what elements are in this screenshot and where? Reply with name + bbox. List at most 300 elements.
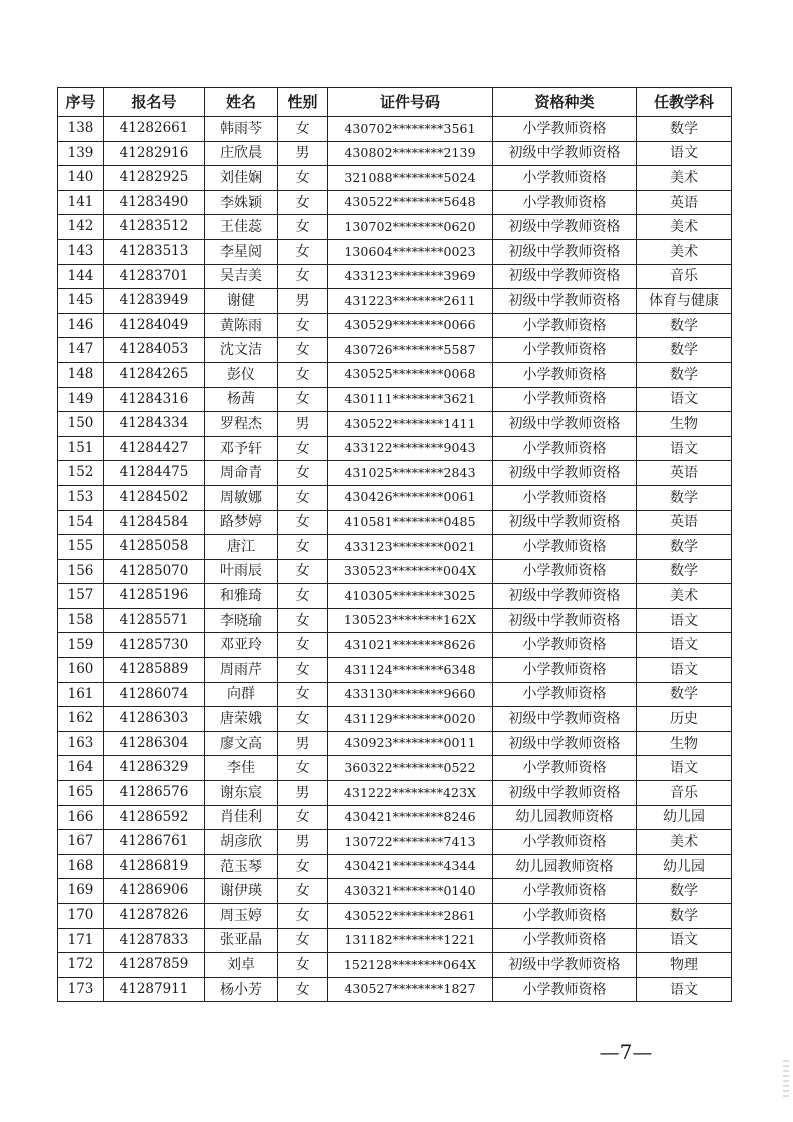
cell-qualification: 小学教师资格	[493, 436, 637, 461]
cell-subject: 体育与健康	[637, 289, 732, 314]
cell-id-number: 430421********4344	[328, 854, 493, 879]
cell-seq: 165	[58, 781, 104, 806]
table-row	[58, 707, 732, 732]
cell-seq: 159	[58, 633, 104, 658]
cell-gender: 女	[278, 608, 328, 633]
cell-reg-no: 41283512	[104, 215, 205, 240]
cell-qualification: 幼儿园教师资格	[493, 805, 637, 830]
cell-subject: 数学	[637, 879, 732, 904]
cell-gender: 女	[278, 879, 328, 904]
table-row	[58, 928, 732, 953]
cell-name: 叶雨辰	[205, 559, 278, 584]
cell-seq: 154	[58, 510, 104, 535]
cell-name: 周玉婷	[205, 904, 278, 929]
page-number: —7—	[599, 1040, 653, 1064]
cell-subject: 音乐	[637, 264, 732, 289]
table-row	[58, 781, 732, 806]
cell-reg-no: 41286592	[104, 805, 205, 830]
cell-reg-no: 41286906	[104, 879, 205, 904]
table-row	[58, 239, 732, 264]
cell-subject: 数学	[637, 904, 732, 929]
cell-gender: 女	[278, 928, 328, 953]
cell-id-number: 360322********0522	[328, 756, 493, 781]
cell-id-number: 430111********3621	[328, 387, 493, 412]
cell-id-number: 430522********2861	[328, 904, 493, 929]
cell-reg-no: 41287826	[104, 904, 205, 929]
cell-gender: 女	[278, 658, 328, 683]
cell-name: 周雨芹	[205, 658, 278, 683]
cell-name: 李星阅	[205, 239, 278, 264]
cell-name: 杨小芳	[205, 977, 278, 1002]
cell-gender: 男	[278, 830, 328, 855]
cell-id-number: 431025********2843	[328, 461, 493, 486]
cell-qualification: 小学教师资格	[493, 338, 637, 363]
cell-seq: 147	[58, 338, 104, 363]
cell-seq: 139	[58, 141, 104, 166]
cell-seq: 146	[58, 313, 104, 338]
table-row	[58, 289, 732, 314]
cell-subject: 语文	[637, 756, 732, 781]
cell-gender: 女	[278, 362, 328, 387]
cell-qualification: 小学教师资格	[493, 658, 637, 683]
cell-name: 罗程杰	[205, 412, 278, 437]
cell-name: 庄欣晨	[205, 141, 278, 166]
cell-seq: 142	[58, 215, 104, 240]
cell-id-number: 430802********2139	[328, 141, 493, 166]
cell-reg-no: 41283701	[104, 264, 205, 289]
cell-seq: 168	[58, 854, 104, 879]
cell-name: 谢东宸	[205, 781, 278, 806]
cell-seq: 144	[58, 264, 104, 289]
cell-name: 杨茜	[205, 387, 278, 412]
cell-qualification: 初级中学教师资格	[493, 510, 637, 535]
cell-seq: 166	[58, 805, 104, 830]
table-row	[58, 264, 732, 289]
table-row	[58, 977, 732, 1002]
cell-id-number: 430525********0068	[328, 362, 493, 387]
cell-qualification: 小学教师资格	[493, 928, 637, 953]
cell-name: 肖佳利	[205, 805, 278, 830]
cell-gender: 男	[278, 731, 328, 756]
cell-gender: 女	[278, 756, 328, 781]
cell-seq: 163	[58, 731, 104, 756]
table-row	[58, 608, 732, 633]
cell-qualification: 初级中学教师资格	[493, 264, 637, 289]
cell-qualification: 小学教师资格	[493, 362, 637, 387]
cell-subject: 美术	[637, 584, 732, 609]
cell-gender: 女	[278, 190, 328, 215]
cell-name: 唐荣娥	[205, 707, 278, 732]
cell-subject: 语文	[637, 977, 732, 1002]
scan-edge-mark	[783, 1060, 789, 1100]
cell-id-number: 410305********3025	[328, 584, 493, 609]
table-row	[58, 190, 732, 215]
cell-seq: 160	[58, 658, 104, 683]
cell-reg-no: 41285196	[104, 584, 205, 609]
cell-name: 谢伊瑛	[205, 879, 278, 904]
cell-subject: 语文	[637, 436, 732, 461]
roster-sheet	[57, 87, 732, 1002]
cell-reg-no: 41284584	[104, 510, 205, 535]
cell-id-number: 433123********0021	[328, 535, 493, 560]
header-name: 姓名	[205, 88, 278, 117]
table-row	[58, 510, 732, 535]
cell-reg-no: 41284049	[104, 313, 205, 338]
cell-reg-no: 41286304	[104, 731, 205, 756]
cell-gender: 女	[278, 338, 328, 363]
table-row	[58, 658, 732, 683]
cell-reg-no: 41285070	[104, 559, 205, 584]
cell-subject: 美术	[637, 830, 732, 855]
cell-id-number: 433122********9043	[328, 436, 493, 461]
cell-subject: 数学	[637, 559, 732, 584]
cell-id-number: 130722********7413	[328, 830, 493, 855]
cell-name: 邓予轩	[205, 436, 278, 461]
cell-gender: 女	[278, 461, 328, 486]
cell-gender: 女	[278, 805, 328, 830]
cell-id-number: 430522********1411	[328, 412, 493, 437]
header-subject: 任教学科	[637, 88, 732, 117]
cell-seq: 150	[58, 412, 104, 437]
cell-qualification: 初级中学教师资格	[493, 608, 637, 633]
cell-qualification: 小学教师资格	[493, 633, 637, 658]
cell-id-number: 152128********064X	[328, 953, 493, 978]
cell-seq: 155	[58, 535, 104, 560]
cell-id-number: 430726********5587	[328, 338, 493, 363]
cell-id-number: 430923********0011	[328, 731, 493, 756]
cell-id-number: 130523********162X	[328, 608, 493, 633]
cell-qualification: 小学教师资格	[493, 756, 637, 781]
cell-subject: 语文	[637, 658, 732, 683]
cell-subject: 数学	[637, 117, 732, 142]
cell-subject: 英语	[637, 190, 732, 215]
cell-name: 韩雨芩	[205, 117, 278, 142]
cell-gender: 女	[278, 387, 328, 412]
cell-id-number: 131182********1221	[328, 928, 493, 953]
table-row	[58, 436, 732, 461]
table-row	[58, 215, 732, 240]
cell-gender: 女	[278, 559, 328, 584]
table-row	[58, 117, 732, 142]
cell-qualification: 小学教师资格	[493, 830, 637, 855]
table-row	[58, 559, 732, 584]
cell-name: 胡彦欣	[205, 830, 278, 855]
cell-name: 刘卓	[205, 953, 278, 978]
cell-reg-no: 41285571	[104, 608, 205, 633]
cell-reg-no: 41282661	[104, 117, 205, 142]
cell-qualification: 幼儿园教师资格	[493, 854, 637, 879]
cell-gender: 女	[278, 485, 328, 510]
cell-seq: 149	[58, 387, 104, 412]
cell-seq: 156	[58, 559, 104, 584]
cell-seq: 157	[58, 584, 104, 609]
table-row	[58, 166, 732, 191]
cell-gender: 女	[278, 682, 328, 707]
table-row	[58, 953, 732, 978]
cell-gender: 女	[278, 707, 328, 732]
cell-subject: 语文	[637, 387, 732, 412]
cell-reg-no: 41283490	[104, 190, 205, 215]
cell-qualification: 初级中学教师资格	[493, 731, 637, 756]
table-row	[58, 879, 732, 904]
cell-id-number: 410581********0485	[328, 510, 493, 535]
table-row	[58, 485, 732, 510]
cell-seq: 161	[58, 682, 104, 707]
cell-subject: 数学	[637, 362, 732, 387]
cell-reg-no: 41285730	[104, 633, 205, 658]
cell-name: 沈文洁	[205, 338, 278, 363]
cell-subject: 物理	[637, 953, 732, 978]
cell-reg-no: 41286074	[104, 682, 205, 707]
cell-gender: 女	[278, 215, 328, 240]
cell-name: 吴吉美	[205, 264, 278, 289]
cell-reg-no: 41285889	[104, 658, 205, 683]
cell-seq: 170	[58, 904, 104, 929]
cell-gender: 女	[278, 633, 328, 658]
cell-seq: 143	[58, 239, 104, 264]
cell-reg-no: 41282916	[104, 141, 205, 166]
cell-name: 周敏娜	[205, 485, 278, 510]
cell-reg-no: 41287911	[104, 977, 205, 1002]
cell-subject: 数学	[637, 535, 732, 560]
cell-reg-no: 41284053	[104, 338, 205, 363]
header-reg-no: 报名号	[104, 88, 205, 117]
cell-subject: 音乐	[637, 781, 732, 806]
cell-reg-no: 41284427	[104, 436, 205, 461]
cell-name: 李佳	[205, 756, 278, 781]
table-row	[58, 830, 732, 855]
cell-qualification: 初级中学教师资格	[493, 461, 637, 486]
cell-seq: 138	[58, 117, 104, 142]
cell-gender: 女	[278, 117, 328, 142]
header-qualification: 资格种类	[493, 88, 637, 117]
cell-gender: 男	[278, 781, 328, 806]
cell-qualification: 初级中学教师资格	[493, 215, 637, 240]
cell-subject: 美术	[637, 215, 732, 240]
cell-name: 和雅琦	[205, 584, 278, 609]
cell-reg-no: 41284265	[104, 362, 205, 387]
table-row	[58, 338, 732, 363]
cell-reg-no: 41284502	[104, 485, 205, 510]
cell-gender: 女	[278, 535, 328, 560]
cell-subject: 生物	[637, 731, 732, 756]
cell-qualification: 初级中学教师资格	[493, 141, 637, 166]
cell-reg-no: 41286576	[104, 781, 205, 806]
cell-gender: 女	[278, 264, 328, 289]
cell-gender: 男	[278, 289, 328, 314]
cell-id-number: 431021********8626	[328, 633, 493, 658]
cell-subject: 语文	[637, 633, 732, 658]
cell-id-number: 431129********0020	[328, 707, 493, 732]
cell-name: 李姝颖	[205, 190, 278, 215]
cell-qualification: 小学教师资格	[493, 485, 637, 510]
table-row	[58, 633, 732, 658]
cell-seq: 167	[58, 830, 104, 855]
table-header-row	[58, 88, 732, 117]
cell-subject: 数学	[637, 313, 732, 338]
cell-subject: 生物	[637, 412, 732, 437]
cell-qualification: 初级中学教师资格	[493, 584, 637, 609]
cell-gender: 女	[278, 313, 328, 338]
cell-reg-no: 41286303	[104, 707, 205, 732]
table-row	[58, 412, 732, 437]
cell-subject: 美术	[637, 166, 732, 191]
cell-qualification: 初级中学教师资格	[493, 953, 637, 978]
cell-qualification: 小学教师资格	[493, 190, 637, 215]
cell-reg-no: 41285058	[104, 535, 205, 560]
cell-id-number: 431222********423X	[328, 781, 493, 806]
table-row	[58, 387, 732, 412]
cell-gender: 女	[278, 854, 328, 879]
table-row	[58, 584, 732, 609]
cell-subject: 语文	[637, 928, 732, 953]
cell-id-number: 430702********3561	[328, 117, 493, 142]
cell-subject: 幼儿园	[637, 805, 732, 830]
cell-reg-no: 41282925	[104, 166, 205, 191]
cell-gender: 女	[278, 904, 328, 929]
cell-qualification: 初级中学教师资格	[493, 239, 637, 264]
cell-seq: 173	[58, 977, 104, 1002]
cell-gender: 女	[278, 953, 328, 978]
cell-seq: 151	[58, 436, 104, 461]
cell-qualification: 小学教师资格	[493, 535, 637, 560]
cell-id-number: 433130********9660	[328, 682, 493, 707]
table-row	[58, 904, 732, 929]
cell-subject: 英语	[637, 461, 732, 486]
cell-reg-no: 41284334	[104, 412, 205, 437]
cell-name: 邓亚玲	[205, 633, 278, 658]
cell-seq: 148	[58, 362, 104, 387]
cell-subject: 数学	[637, 338, 732, 363]
cell-id-number: 430426********0061	[328, 485, 493, 510]
cell-qualification: 小学教师资格	[493, 117, 637, 142]
cell-seq: 169	[58, 879, 104, 904]
cell-reg-no: 41287833	[104, 928, 205, 953]
table-row	[58, 313, 732, 338]
cell-subject: 语文	[637, 141, 732, 166]
cell-gender: 女	[278, 584, 328, 609]
cell-name: 刘佳娴	[205, 166, 278, 191]
table-body	[58, 117, 732, 1002]
cell-name: 谢健	[205, 289, 278, 314]
table-row	[58, 756, 732, 781]
cell-reg-no: 41284475	[104, 461, 205, 486]
cell-name: 廖文高	[205, 731, 278, 756]
cell-qualification: 小学教师资格	[493, 977, 637, 1002]
cell-reg-no: 41286819	[104, 854, 205, 879]
cell-gender: 女	[278, 239, 328, 264]
cell-qualification: 小学教师资格	[493, 313, 637, 338]
table-row	[58, 805, 732, 830]
cell-id-number: 431124********6348	[328, 658, 493, 683]
cell-qualification: 小学教师资格	[493, 559, 637, 584]
cell-subject: 语文	[637, 608, 732, 633]
cell-qualification: 小学教师资格	[493, 904, 637, 929]
cell-qualification: 初级中学教师资格	[493, 289, 637, 314]
cell-reg-no: 41286329	[104, 756, 205, 781]
cell-reg-no: 41286761	[104, 830, 205, 855]
cell-id-number: 130702********0620	[328, 215, 493, 240]
cell-name: 张亚晶	[205, 928, 278, 953]
cell-id-number: 321088********5024	[328, 166, 493, 191]
cell-subject: 数学	[637, 485, 732, 510]
table-row	[58, 461, 732, 486]
cell-name: 黄陈雨	[205, 313, 278, 338]
cell-gender: 女	[278, 510, 328, 535]
cell-seq: 172	[58, 953, 104, 978]
table-row	[58, 362, 732, 387]
cell-reg-no: 41284316	[104, 387, 205, 412]
cell-seq: 153	[58, 485, 104, 510]
cell-seq: 141	[58, 190, 104, 215]
cell-name: 周命青	[205, 461, 278, 486]
cell-id-number: 130604********0023	[328, 239, 493, 264]
cell-seq: 164	[58, 756, 104, 781]
cell-id-number: 430421********8246	[328, 805, 493, 830]
cell-gender: 男	[278, 412, 328, 437]
table-row	[58, 731, 732, 756]
cell-name: 王佳蕊	[205, 215, 278, 240]
cell-gender: 男	[278, 141, 328, 166]
cell-subject: 历史	[637, 707, 732, 732]
cell-reg-no: 41283513	[104, 239, 205, 264]
header-gender: 性别	[278, 88, 328, 117]
cell-name: 向群	[205, 682, 278, 707]
cell-id-number: 430529********0066	[328, 313, 493, 338]
cell-qualification: 小学教师资格	[493, 166, 637, 191]
cell-name: 李晓瑜	[205, 608, 278, 633]
cell-seq: 145	[58, 289, 104, 314]
cell-subject: 美术	[637, 239, 732, 264]
cell-name: 彭仪	[205, 362, 278, 387]
cell-seq: 171	[58, 928, 104, 953]
cell-id-number: 431223********2611	[328, 289, 493, 314]
cell-gender: 女	[278, 166, 328, 191]
cell-reg-no: 41287859	[104, 953, 205, 978]
cell-id-number: 430321********0140	[328, 879, 493, 904]
cell-seq: 152	[58, 461, 104, 486]
cell-subject: 幼儿园	[637, 854, 732, 879]
table-row	[58, 682, 732, 707]
cell-id-number: 433123********3969	[328, 264, 493, 289]
header-seq: 序号	[58, 88, 104, 117]
cell-name: 范玉琴	[205, 854, 278, 879]
cell-id-number: 330523********004X	[328, 559, 493, 584]
table-row	[58, 535, 732, 560]
cell-qualification: 初级中学教师资格	[493, 412, 637, 437]
cell-name: 唐江	[205, 535, 278, 560]
cell-id-number: 430527********1827	[328, 977, 493, 1002]
header-id-number: 证件号码	[328, 88, 493, 117]
cell-name: 路梦婷	[205, 510, 278, 535]
cell-gender: 女	[278, 977, 328, 1002]
cell-subject: 数学	[637, 682, 732, 707]
cell-subject: 英语	[637, 510, 732, 535]
cell-gender: 女	[278, 436, 328, 461]
cell-seq: 162	[58, 707, 104, 732]
cell-reg-no: 41283949	[104, 289, 205, 314]
cell-qualification: 小学教师资格	[493, 387, 637, 412]
cell-qualification: 小学教师资格	[493, 682, 637, 707]
table-row	[58, 854, 732, 879]
cell-qualification: 小学教师资格	[493, 879, 637, 904]
cell-qualification: 初级中学教师资格	[493, 707, 637, 732]
candidate-table	[57, 87, 732, 1002]
table-row	[58, 141, 732, 166]
cell-seq: 140	[58, 166, 104, 191]
cell-seq: 158	[58, 608, 104, 633]
cell-qualification: 初级中学教师资格	[493, 781, 637, 806]
